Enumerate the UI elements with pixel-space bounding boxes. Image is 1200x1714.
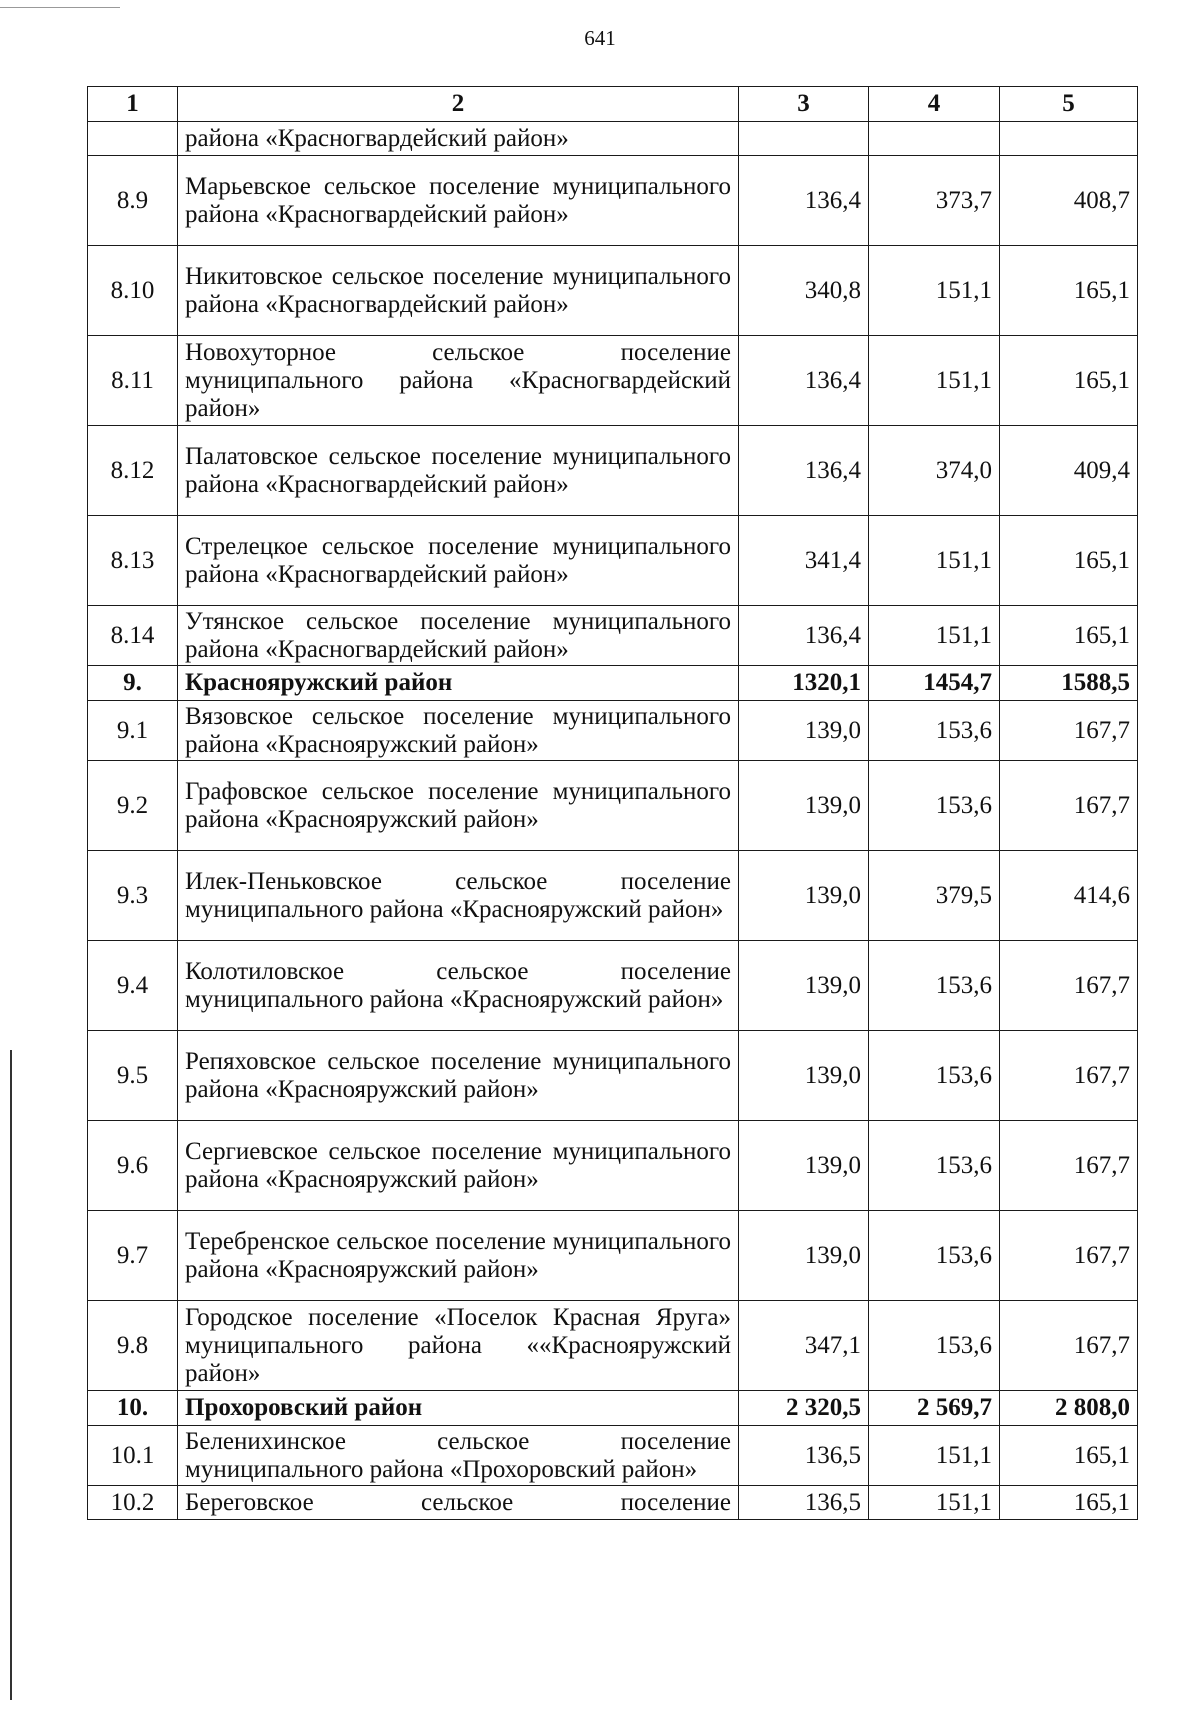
value-cell: 139,0 — [739, 761, 869, 851]
number-cell: 9.6 — [88, 1121, 178, 1211]
value-cell: 153,6 — [869, 761, 1000, 851]
page-number: 641 — [584, 26, 616, 50]
column-header: 1 — [88, 87, 178, 122]
table-row — [88, 761, 1138, 851]
value-cell: 151,1 — [869, 516, 1000, 606]
number-cell: 8.12 — [88, 426, 178, 516]
value-cell: 1320,1 — [739, 666, 869, 701]
value-cell: 165,1 — [1000, 246, 1138, 336]
value-cell — [739, 122, 869, 156]
number-cell: 8.13 — [88, 516, 178, 606]
value-cell: 167,7 — [1000, 941, 1138, 1031]
table-row — [88, 1121, 1138, 1211]
number-cell: 10. — [88, 1391, 178, 1426]
value-cell: 167,7 — [1000, 1301, 1138, 1391]
value-cell: 2 808,0 — [1000, 1391, 1138, 1426]
value-cell: 136,4 — [739, 426, 869, 516]
table-header-row — [88, 87, 1138, 122]
district-total-row — [88, 1391, 1138, 1426]
value-cell: 1454,7 — [869, 666, 1000, 701]
name-cell: Никитовское сельское поселение муниципального района «Красногвардейский район» — [178, 246, 739, 336]
value-cell: 139,0 — [739, 851, 869, 941]
value-cell: 139,0 — [739, 1211, 869, 1301]
value-cell: 374,0 — [869, 426, 1000, 516]
value-cell: 151,1 — [869, 1486, 1000, 1520]
value-cell: 136,5 — [739, 1426, 869, 1486]
district-total-row — [88, 666, 1138, 701]
name-cell: Илек-Пеньковское сельское поселение муниципального района «Краснояружский район» — [178, 851, 739, 941]
name-cell: Палатовское сельское поселение муниципального района «Красногвардейский район» — [178, 426, 739, 516]
table-row — [88, 606, 1138, 666]
number-cell: 9.2 — [88, 761, 178, 851]
scan-edge-line — [10, 1050, 12, 1700]
value-cell: 139,0 — [739, 701, 869, 761]
value-cell: 151,1 — [869, 606, 1000, 666]
number-cell: 9.5 — [88, 1031, 178, 1121]
value-cell: 409,4 — [1000, 426, 1138, 516]
value-cell: 167,7 — [1000, 761, 1138, 851]
value-cell: 1588,5 — [1000, 666, 1138, 701]
table-row — [88, 941, 1138, 1031]
table-row — [88, 1211, 1138, 1301]
value-cell: 151,1 — [869, 336, 1000, 426]
table-row — [88, 516, 1138, 606]
column-header: 3 — [739, 87, 869, 122]
name-cell: Новохуторное сельское поселение муниципального района «Красногвардейский район» — [178, 336, 739, 426]
table-row — [88, 701, 1138, 761]
value-cell: 139,0 — [739, 1121, 869, 1211]
value-cell — [869, 122, 1000, 156]
column-header: 4 — [869, 87, 1000, 122]
value-cell: 167,7 — [1000, 1121, 1138, 1211]
name-cell: Стрелецкое сельское поселение муниципального района «Красногвардейский район» — [178, 516, 739, 606]
number-cell: 8.11 — [88, 336, 178, 426]
value-cell: 347,1 — [739, 1301, 869, 1391]
name-cell: Беленихинское сельское поселение муниципального района «Прохоровский район» — [178, 1426, 739, 1486]
value-cell: 167,7 — [1000, 1211, 1138, 1301]
number-cell: 9.4 — [88, 941, 178, 1031]
name-cell: района «Красногвардейский район» — [178, 122, 739, 156]
value-cell — [1000, 122, 1138, 156]
value-cell: 2 320,5 — [739, 1391, 869, 1426]
allocation-table — [87, 86, 1138, 1520]
number-cell: 8.10 — [88, 246, 178, 336]
value-cell: 136,4 — [739, 156, 869, 246]
name-cell: Репяховское сельское поселение муниципального района «Краснояружский район» — [178, 1031, 739, 1121]
name-cell: Сергиевское сельское поселение муниципального района «Краснояружский район» — [178, 1121, 739, 1211]
value-cell: 136,4 — [739, 606, 869, 666]
value-cell: 379,5 — [869, 851, 1000, 941]
name-cell: Графовское сельское поселение муниципального района «Краснояружский район» — [178, 761, 739, 851]
table-row — [88, 1426, 1138, 1486]
value-cell: 139,0 — [739, 1031, 869, 1121]
column-header: 5 — [1000, 87, 1138, 122]
number-cell: 9.7 — [88, 1211, 178, 1301]
value-cell: 151,1 — [869, 246, 1000, 336]
name-cell: Теребренское сельское поселение муниципального района «Краснояружский район» — [178, 1211, 739, 1301]
value-cell: 167,7 — [1000, 1031, 1138, 1121]
number-cell: 9.8 — [88, 1301, 178, 1391]
name-cell: Береговское сельское поселение — [178, 1486, 739, 1520]
district-name-cell: Прохоровский район — [178, 1391, 739, 1426]
number-cell: 10.2 — [88, 1486, 178, 1520]
table-row — [88, 851, 1138, 941]
table-row — [88, 1301, 1138, 1391]
name-cell: Марьевское сельское поселение муниципального района «Красногвардейский район» — [178, 156, 739, 246]
value-cell: 153,6 — [869, 1121, 1000, 1211]
continuation-row — [88, 122, 1138, 156]
table-row — [88, 156, 1138, 246]
value-cell: 165,1 — [1000, 1426, 1138, 1486]
name-cell: Утянское сельское поселение муниципального района «Красногвардейский район» — [178, 606, 739, 666]
value-cell: 165,1 — [1000, 336, 1138, 426]
value-cell: 373,7 — [869, 156, 1000, 246]
district-name-cell: Краснояружский район — [178, 666, 739, 701]
table-row — [88, 1486, 1138, 1520]
column-header: 2 — [178, 87, 739, 122]
value-cell: 341,4 — [739, 516, 869, 606]
value-cell: 151,1 — [869, 1426, 1000, 1486]
value-cell: 136,5 — [739, 1486, 869, 1520]
value-cell: 408,7 — [1000, 156, 1138, 246]
number-cell — [88, 122, 178, 156]
value-cell: 153,6 — [869, 701, 1000, 761]
value-cell: 165,1 — [1000, 606, 1138, 666]
number-cell: 8.14 — [88, 606, 178, 666]
value-cell: 165,1 — [1000, 516, 1138, 606]
name-cell: Колотиловское сельское поселение муниципального района «Краснояружский район» — [178, 941, 739, 1031]
value-cell: 167,7 — [1000, 701, 1138, 761]
number-cell: 10.1 — [88, 1426, 178, 1486]
value-cell: 136,4 — [739, 336, 869, 426]
value-cell: 153,6 — [869, 1031, 1000, 1121]
value-cell: 153,6 — [869, 1301, 1000, 1391]
number-cell: 9.1 — [88, 701, 178, 761]
name-cell: Вязовское сельское поселение муниципального района «Краснояружский район» — [178, 701, 739, 761]
value-cell: 165,1 — [1000, 1486, 1138, 1520]
number-cell: 9. — [88, 666, 178, 701]
value-cell: 153,6 — [869, 941, 1000, 1031]
value-cell: 139,0 — [739, 941, 869, 1031]
value-cell: 2 569,7 — [869, 1391, 1000, 1426]
scan-edge-mark — [0, 7, 120, 8]
number-cell: 9.3 — [88, 851, 178, 941]
number-cell: 8.9 — [88, 156, 178, 246]
table-row — [88, 1031, 1138, 1121]
value-cell: 414,6 — [1000, 851, 1138, 941]
name-cell: Городское поселение «Поселок Красная Яруга» муниципального района ««Краснояружский район» — [178, 1301, 739, 1391]
table-row — [88, 426, 1138, 516]
value-cell: 340,8 — [739, 246, 869, 336]
table-row — [88, 336, 1138, 426]
value-cell: 153,6 — [869, 1211, 1000, 1301]
table-row — [88, 246, 1138, 336]
